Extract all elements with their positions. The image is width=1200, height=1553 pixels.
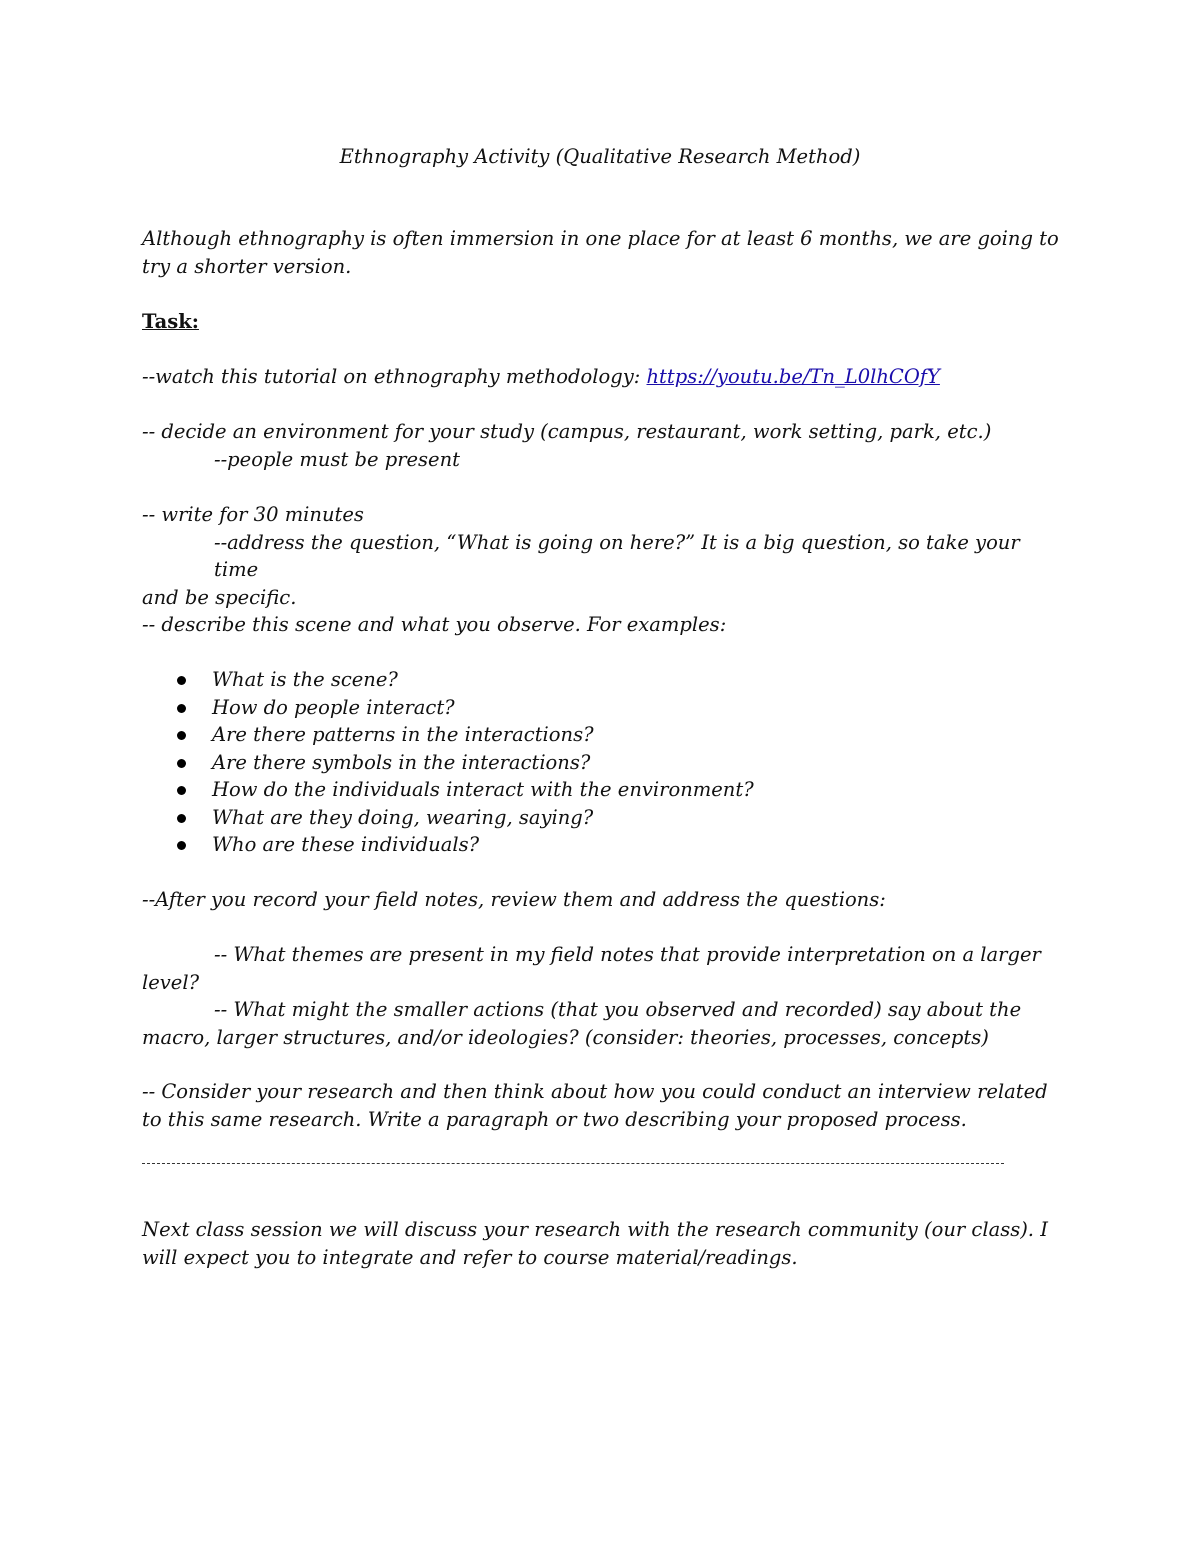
dashed-divider [142, 1163, 1004, 1164]
watch-instruction-text: --watch this tutorial on ethnography methodology: [142, 365, 647, 388]
write-instruction [142, 501, 1067, 611]
smaller-actions-question: -- What might the smaller actions (that you observed and recorded) say about the [214, 998, 1022, 1021]
bullet-icon [177, 786, 186, 795]
task-heading: Task: [142, 310, 199, 333]
review-questions [142, 941, 1067, 1051]
decide-line: -- decide an environment for your study (campus, restaurant, work setting, park, etc.) [142, 420, 992, 443]
describe-instruction: -- describe this scene and what you observe. For examples: [142, 613, 727, 636]
list-item: How do the individuals interact with the environment? [142, 776, 1067, 804]
list-item: What is the scene? [142, 666, 1067, 694]
bullet-icon [177, 759, 186, 768]
decide-instruction [142, 418, 1067, 473]
bullet-icon [177, 814, 186, 823]
closing-note: Next class session we will discuss your research with the research community (our class). I will expect you to integrate and refer to course material/readings. [142, 1218, 1048, 1269]
watch-instruction [142, 363, 1067, 391]
bullet-icon [177, 841, 186, 850]
list-item: Are there symbols in the interactions? [142, 749, 1067, 777]
list-item: Are there patterns in the interactions? [142, 721, 1067, 749]
example-questions-list [142, 666, 1067, 859]
list-item: What are they doing, wearing, saying? [142, 804, 1067, 832]
interview-instruction: -- Consider your research and then think about how you could conduct an interview related to this same research. Write a paragraph or two describing your proposed process. [142, 1080, 1048, 1131]
document-title: Ethnography Activity (Qualitative Research Method) [339, 145, 861, 168]
write-subline-continued: and be specific. [142, 585, 297, 609]
list-item: How do people interact? [142, 694, 1067, 722]
smaller-actions-question-continued: macro, larger structures, and/or ideologies? (consider: theories, processes, concepts) [142, 1025, 989, 1049]
bullet-icon [177, 731, 186, 740]
themes-question: -- What themes are present in my field notes that provide interpretation on a larger [214, 943, 1041, 966]
intro-paragraph: Although ethnography is often immersion in one place for at least 6 months, we are going to try a shorter version. [142, 227, 1059, 278]
write-line: -- write for 30 minutes [142, 503, 364, 526]
write-subline: --address the question, “What is going on here?” It is a big question, so take your time [214, 530, 1020, 581]
bullet-icon [177, 676, 186, 685]
decide-subline: --people must be present [214, 447, 460, 471]
after-instruction: --After you record your field notes, review them and address the questions: [142, 888, 886, 911]
themes-question-continued: level? [142, 970, 200, 994]
bullet-icon [177, 704, 186, 713]
tutorial-link[interactable]: https://youtu.be/Tn_L0lhCOfY [646, 365, 940, 388]
list-item: Who are these individuals? [142, 831, 1067, 859]
